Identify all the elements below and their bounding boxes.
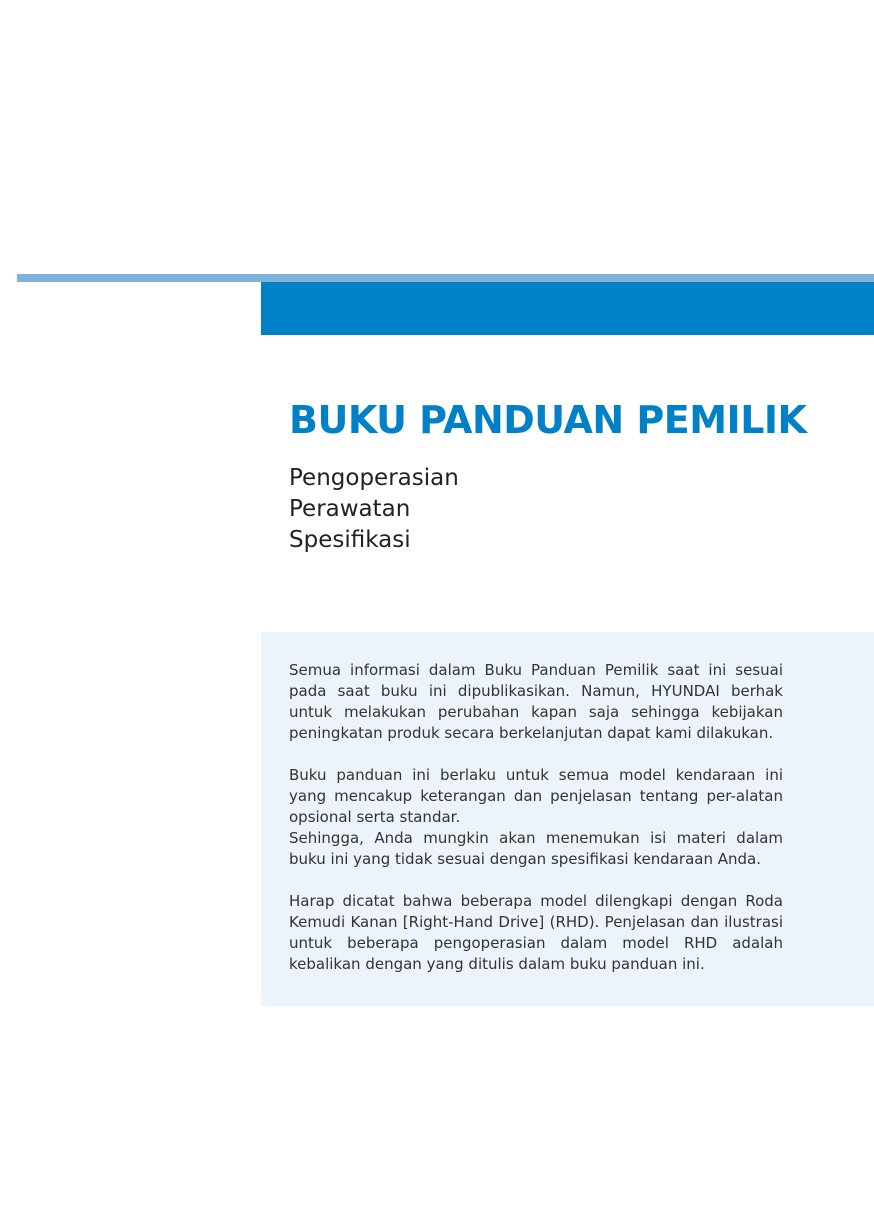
subtitle-item: Perawatan (289, 496, 411, 522)
top-accent-stripe (17, 274, 874, 282)
header-blue-bar (261, 282, 874, 335)
notice-text (289, 660, 783, 996)
subtitle-item: Pengoperasian (289, 465, 459, 491)
subtitle-item: Spesifikasi (289, 527, 411, 553)
subtitle-list (289, 463, 459, 556)
page-title: BUKU PANDUAN PEMILIK (289, 398, 807, 442)
notice-paragraph: Harap dicatat bahwa beberapa model dilengkapi dengan Roda Kemudi Kanan [Right-Hand Drive] (RHD). Penjelasan dan ilustrasi untuk beberapa pengoperasian dalam model RHD adalah kebalikan dengan yang ditulis dalam buku panduan ini. (289, 892, 783, 973)
notice-paragraph: Sehingga, Anda mungkin akan menemukan isi materi dalam buku ini yang tidak sesuai dengan spesifikasi kendaraan Anda. (289, 829, 783, 868)
notice-paragraph: Semua informasi dalam Buku Panduan Pemilik saat ini sesuai pada saat buku ini dipublikasikan. Namun, HYUNDAI berhak untuk melakukan perubahan kapan saja sehingga kebijakan peningkatan produk secara berkelanjutan dapat kami dilakukan. (289, 661, 783, 742)
notice-paragraph: Buku panduan ini berlaku untuk semua model kendaraan ini yang mencakup keterangan dan penjelasan tentang per-alatan opsional serta standar. (289, 766, 783, 826)
